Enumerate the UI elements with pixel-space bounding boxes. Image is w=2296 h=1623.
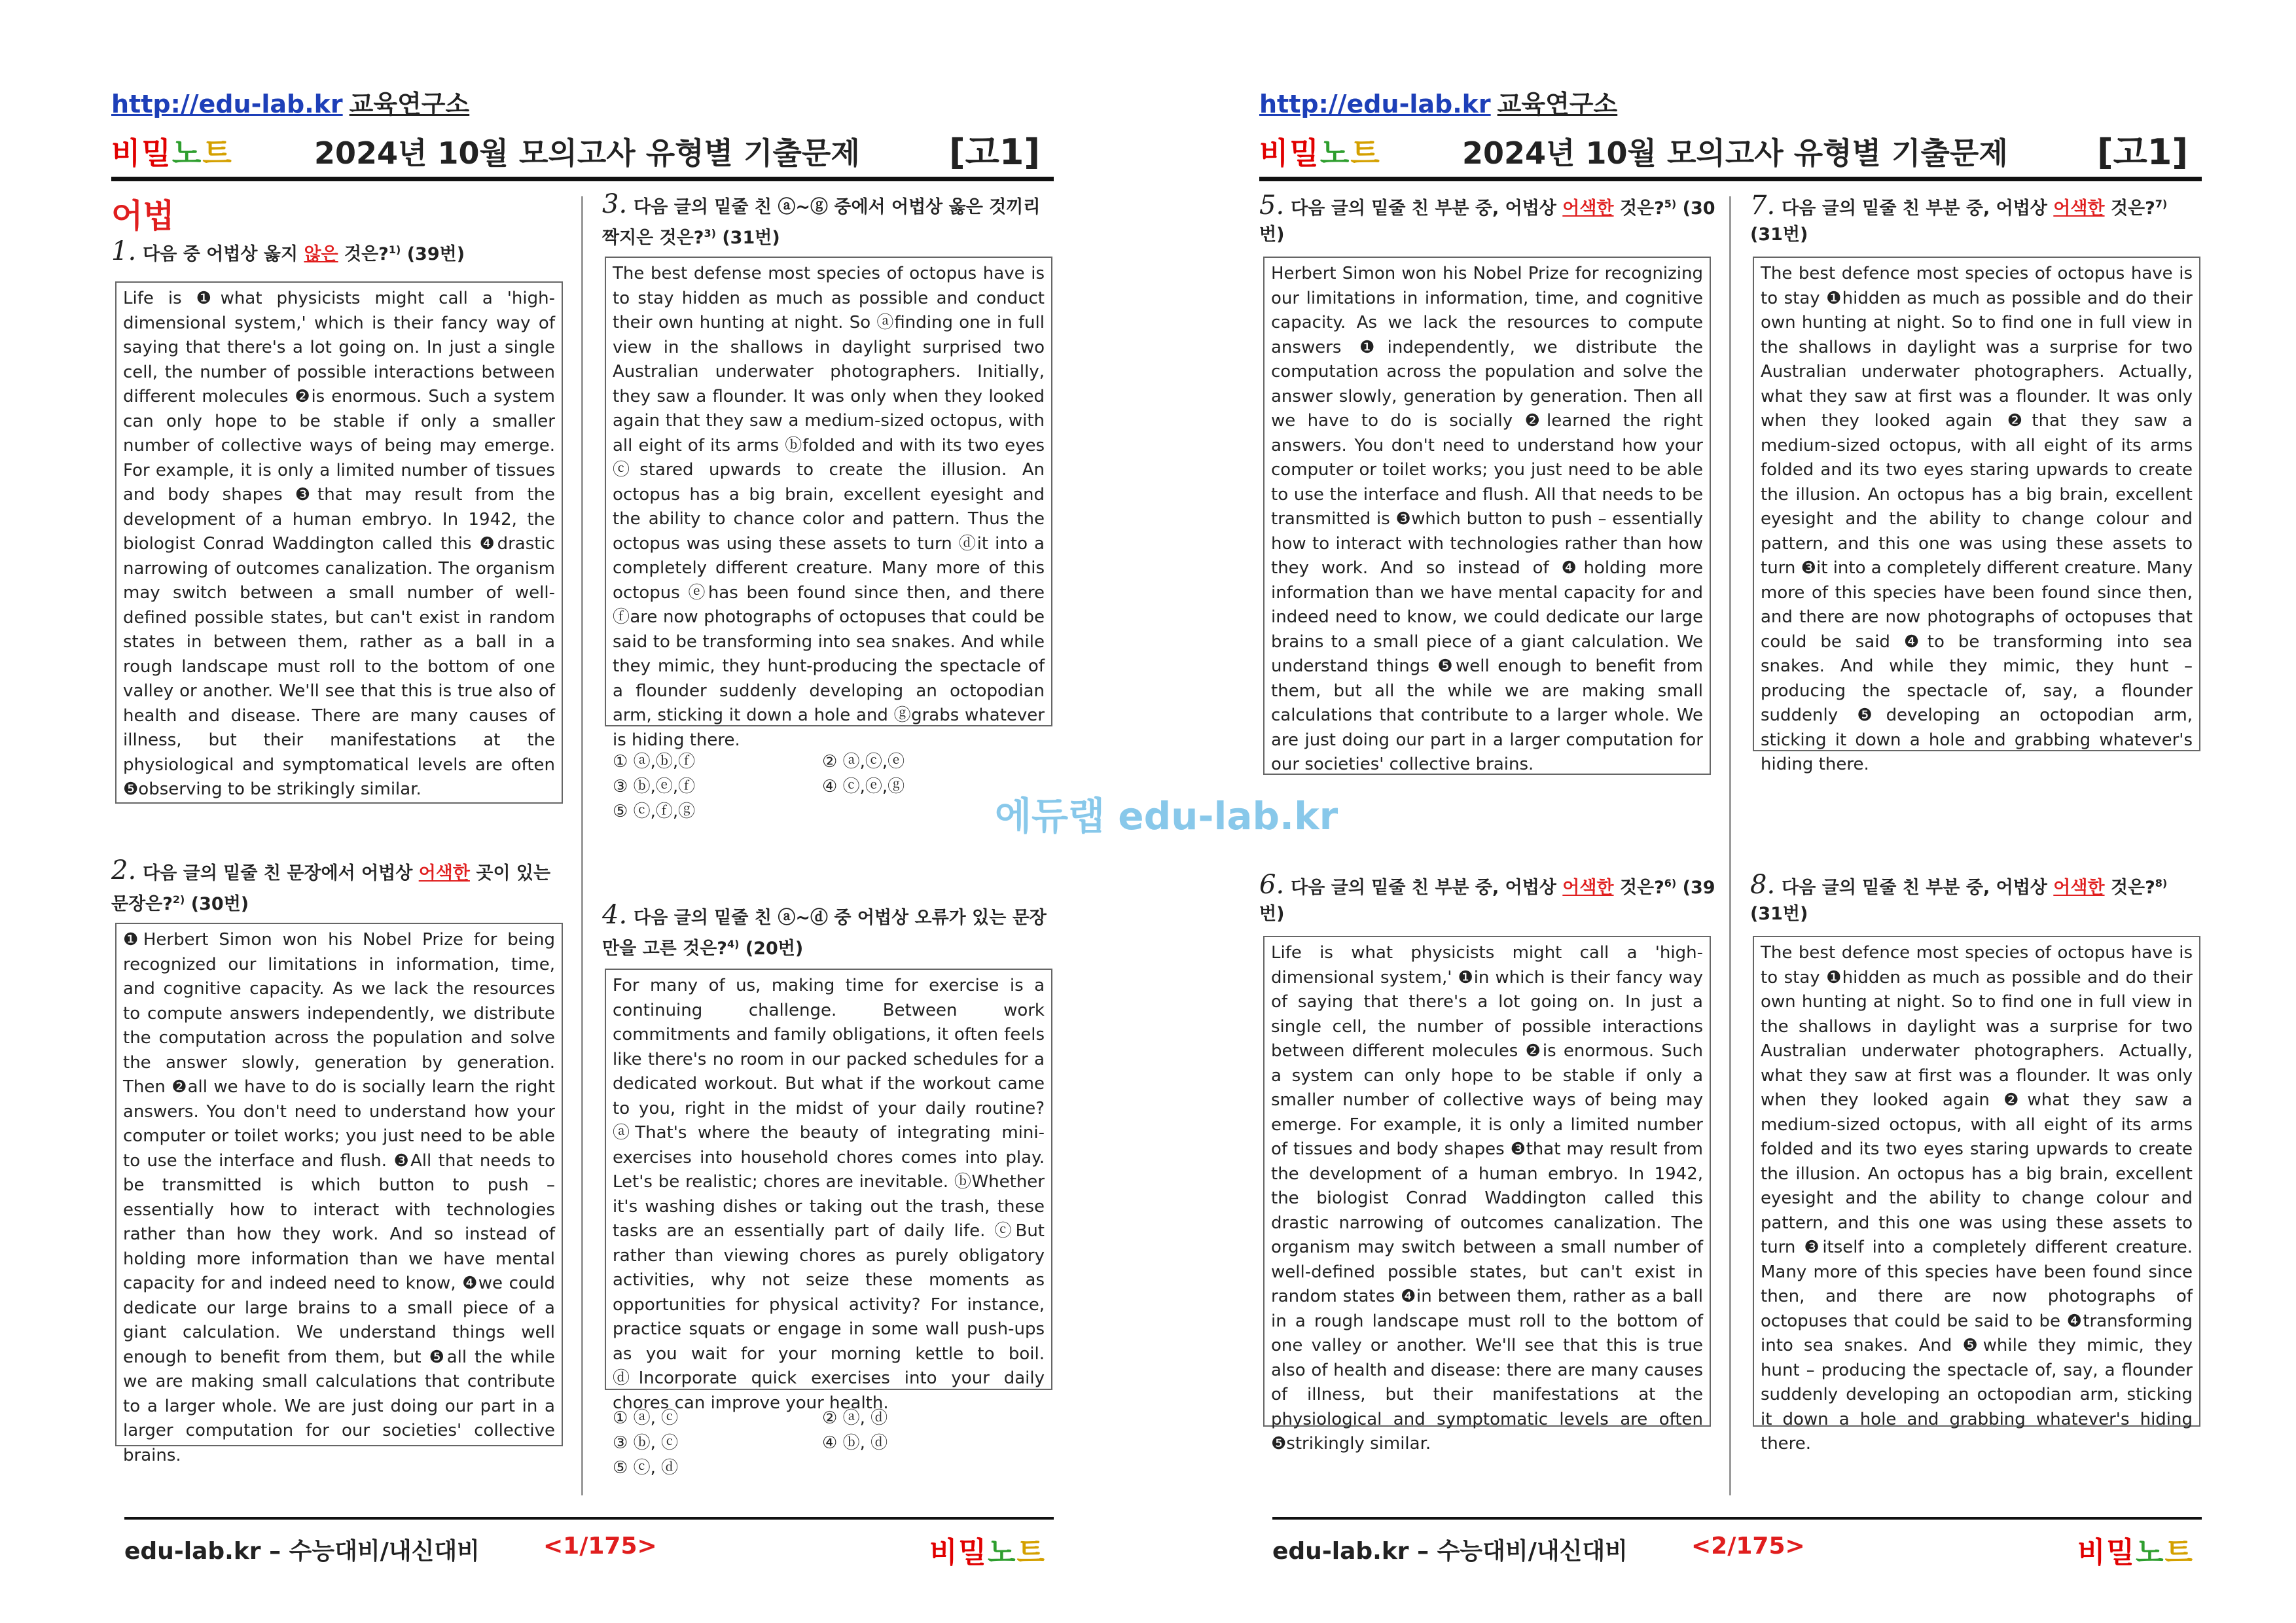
header-divider [111, 177, 1054, 181]
question-6-head: 6. 다음 글의 밑줄 친 부분 중, 어법상 어색한 것은?$^{6)}$ (39번) [1259, 870, 1715, 924]
choice-2[interactable]: ② ⓐ, ⓓ [822, 1408, 888, 1428]
header-url-link[interactable]: http://edu-lab.kr [1259, 90, 1491, 118]
grade-label: [고1] [2097, 132, 2189, 173]
header-url-link[interactable]: http://edu-lab.kr [111, 90, 343, 118]
choice-5[interactable]: ⑤ ⓒ, ⓓ [613, 1458, 679, 1478]
question-7-passage: The best defence most species of octopus have is to stay ❶hidden as much as possible and do their own hunting at night. So to find one in full view in the shallows in daylight was a surprise for two Australian underwater photographers. Actually, what they saw at first was a flounder. It was only when they looked again ❷that they saw a medium-sized octopus, with all eight of its arms folded and its two eyes staring upwards to create the illusion. An octopus has a big brain, excellent eyesight and the ability to change colour and pattern, and this one was using these assets to turn ❸it into a completely different creature. Many more of this species have been found since then, and there are now photographs of octopuses that could be said ❹to be transforming into sea snakes. And while they mimic, they hunt – producing the spectacle of, say, a flounder suddenly ❺developing an octopodian arm, sticking it down a hole and grabbing whatever's hiding there. [1753, 257, 2200, 751]
footer-divider [1272, 1517, 2202, 1520]
question-2-passage: ❶Herbert Simon won his Nobel Prize for being recognized our limitations in information, time, and cognitive capacity. As we lack the resources to compute answers independently, we distribute the computation across the population and solve the answer slowly, generation by generation. Then ❷all we have to do is socially learn the right answers. You don't need to understand how your computer or toilet works; you just need to be able to use the interface and flush. ❸All that needs to be transmitted is which button to push – essentially how to interact with technologies rather than how they work. And so instead of holding more information than we have mental capacity for and indeed need to know, ❹we could dedicate our large brains to a small piece of a giant calculation. We understand things well enough to benefit from them, but ❺all the while we are making small calculations that contribute to a larger whole. We are just doing our part in a larger computation for our societies' collective brains. [115, 923, 563, 1446]
question-2-head: 2. 다음 글의 밑줄 친 문장에서 어법상 어색한 곳이 있는 문장은?$^{2)}$ (30번) [111, 855, 551, 914]
choice-3[interactable]: ③ ⓑ,ⓔ,ⓕ [613, 777, 696, 796]
question-8-head: 8. 다음 글의 밑줄 친 부분 중, 어법상 어색한 것은?$^{8)}$ (31번) [1750, 870, 2168, 924]
question-5-passage: Herbert Simon won his Nobel Prize for recognizing our limitations in information, time, and cognitive capacity. As we lack the resources to compute answers ❶independently, we distribute the computation across the population and solve the answer slowly, generation by generation. Then all we have to do is socially ❷learned the right answers. You don't need to understand how your computer or toilet works; you just need to be able to use the interface and flush. All that needs to be transmitted is ❸which button to push – essentially how to interact with technologies rather than how they work. And so instead of ❹holding more information than we have mental capacity for and indeed need to know, we could dedicate our large brains to a small piece of a giant calculation. We understand things ❺well enough to benefit from them, but all the while we are making small calculations that contribute to a larger whole. We are just doing our part in a larger computation for our societies' collective brains. [1263, 257, 1711, 775]
choice-1[interactable]: ① ⓐ,ⓑ,ⓕ [613, 752, 696, 772]
footer-brand: 비밀노트 [929, 1536, 1047, 1569]
question-1-head: 1. 다음 중 어법상 옳지 않은 것은?$^{1)}$ (39번) [111, 236, 465, 266]
footer-site: edu-lab.kr – 수능대비/내신대비 [124, 1538, 480, 1565]
section-title: 어법 [111, 197, 175, 235]
choice-3[interactable]: ③ ⓑ, ⓒ [613, 1433, 679, 1453]
column-divider [1729, 196, 1731, 1495]
question-4-head: 4. 다음 글의 밑줄 친 ⓐ~ⓓ 중 어법상 오류가 있는 문장만을 고른 것은?$^{4)}$ (20번) [602, 900, 1047, 959]
header-institute: 교육연구소 [349, 90, 470, 118]
question-7-head: 7. 다음 글의 밑줄 친 부분 중, 어법상 어색한 것은?$^{7)}$ (31번) [1750, 190, 2168, 245]
header-url-line [111, 84, 469, 120]
question-4-passage: For many of us, making time for exercise is a continuing challenge. Between work commitments and family obligations, it often feels like there's no room in our packed schedules for a dedicated workout. But what if the workout came to you, right in the midst of your daily routine? ⓐThat's where the beauty of integrating mini-exercises into household chores comes into play. Let's be realistic; chores are inevitable. ⓑWhether it's washing dishes or taking out the trash, these tasks are an essentially part of daily life. ⓒBut rather than viewing chores as purely obligatory activities, why not seize these moments as opportunities for physical activity? For instance, practice squats or engage in some wall push-ups as you wait for your morning kettle to boil. ⓓIncorporate quick exercises into your daily chores can improve your health. [605, 969, 1052, 1390]
choice-5[interactable]: ⑤ ⓒ,ⓕ,ⓖ [613, 802, 696, 821]
question-3-head: 3. 다음 글의 밑줄 친 ⓐ~ⓖ 중에서 어법상 옳은 것끼리 짝지은 것은?$^{3)}$ (31번) [602, 189, 1041, 248]
question-6-passage: Life is what physicists might call a 'high-dimensional system,' ❶in which is their fancy way of saying that there's a lot going on. In just a single cell, the number of possible interactions between different molecules ❷is enormous. Such a system can only hope to be stable if only a smaller number of collective ways of being may emerge. For example, it is only a limited number of tissues and body shapes ❸that may result from the development of a human embryo. In 1942, the biologist Conrad Waddington called this drastic narrowing of outcomes canalization. The organism may switch between a small number of well-defined possible states, but can't exist in random states ❹in between them, rather as a ball in a rough landscape must roll to the bottom of one valley or another. We'll see that this is true also of health and disease: there are many causes of illness, but their manifestations at the physiological and symptomatic levels are often ❺strikingly similar. [1263, 936, 1711, 1427]
footer-site: edu-lab.kr – 수능대비/내신대비 [1272, 1538, 1628, 1565]
header-divider [1259, 177, 2202, 181]
choice-4[interactable]: ④ ⓒ,ⓔ,ⓖ [822, 777, 905, 796]
question-5-head: 5. 다음 글의 밑줄 친 부분 중, 어법상 어색한 것은?$^{5)}$ (30번) [1259, 190, 1715, 245]
watermark: 에듀랩 edu-lab.kr [995, 794, 1338, 838]
brand-logo: 비밀노트 [1259, 135, 1381, 171]
grade-label: [고1] [949, 132, 1041, 173]
question-8-passage: The best defence most species of octopus have is to stay ❶hidden as much as possible and do their own hunting at night. So to find one in full view in the shallows in daylight was a surprise for two Australian underwater photographers. Actually, what they saw at first was a flounder. It was only when they looked again ❷what they saw a medium-sized octopus, with all eight of its arms folded and its two eyes staring upwards to create the illusion. An octopus has a big brain, excellent eyesight and the ability to change colour and pattern, and this one was using these assets to turn ❸itself into a completely different creature. Many more of this species have been found since then, and there are now photographs of octopuses that could be said to be ❹transforming into sea snakes. And ❺while they mimic, they hunt – producing the spectacle of, say, a flounder suddenly developing an octopodian arm, sticking it down a hole and grabbing whatever's hiding there. [1753, 936, 2200, 1427]
footer-divider [124, 1517, 1054, 1520]
choice-4[interactable]: ④ ⓑ, ⓓ [822, 1433, 888, 1453]
footer-page-number: <1/175> [543, 1533, 657, 1560]
choice-2[interactable]: ② ⓐ,ⓒ,ⓔ [822, 752, 905, 772]
footer-brand: 비밀노트 [2077, 1536, 2195, 1569]
brand-logo: 비밀노트 [111, 135, 233, 171]
choice-1[interactable]: ① ⓐ, ⓒ [613, 1408, 679, 1428]
column-divider [581, 196, 583, 1495]
exam-title: 2024년 10월 모의고사 유형별 기출문제 [1462, 135, 2008, 171]
header-url-line [1259, 84, 1617, 120]
question-4-choices [613, 1406, 1045, 1480]
question-3-choices [613, 749, 1045, 824]
question-3-passage: The best defense most species of octopus have is to stay hidden as much as possible and conduct their own hunting at night. So ⓐfinding one in full view in the shallows in daylight surprised two Australian underwater photographers. Initially, they saw a flounder. It was only when they looked again that they saw a medium-sized octopus, with all eight of its arms ⓑfolded and with its two eyes ⓒstared upwards to create the illusion. An octopus has a big brain, excellent eyesight and the ability to chance color and pattern. Thus the octopus was using these assets to turn ⓓit into a completely different creature. Many more of this octopus ⓔhas been found since then, and there ⓕare now photographs of octopuses that could be said to be transforming into sea snakes. And while they mimic, they hunt-producing the spectacle of a flounder suddenly developing an octopodian arm, sticking it down a hole and ⓖgrabs whatever is hiding there. [605, 257, 1052, 726]
header-institute: 교육연구소 [1497, 90, 1618, 118]
footer-page-number: <2/175> [1691, 1533, 1805, 1560]
exam-title: 2024년 10월 모의고사 유형별 기출문제 [314, 135, 860, 171]
question-1-passage: Life is ❶what physicists might call a 'high-dimensional system,' which is their fancy way of saying that there's a lot going on. In just a single cell, the number of possible interactions between different molecules ❷is enormous. Such a system can only hope to be stable if only a smaller number of collective ways of being may emerge. For example, it is only a limited number of tissues and body shapes ❸that may result from the development of a human embryo. In 1942, the biologist Conrad Waddington called this ❹drastic narrowing of outcomes canalization. The organism may switch between a small number of well-defined possible states, but can't exist in random states in between them, rather as a ball in a rough landscape must roll to the bottom of one valley or another. We'll see that this is true also of health and disease. There are many causes of illness, but their manifestations at the physiological and symptomatical levels are often ❺observing to be strikingly similar. [115, 281, 563, 804]
